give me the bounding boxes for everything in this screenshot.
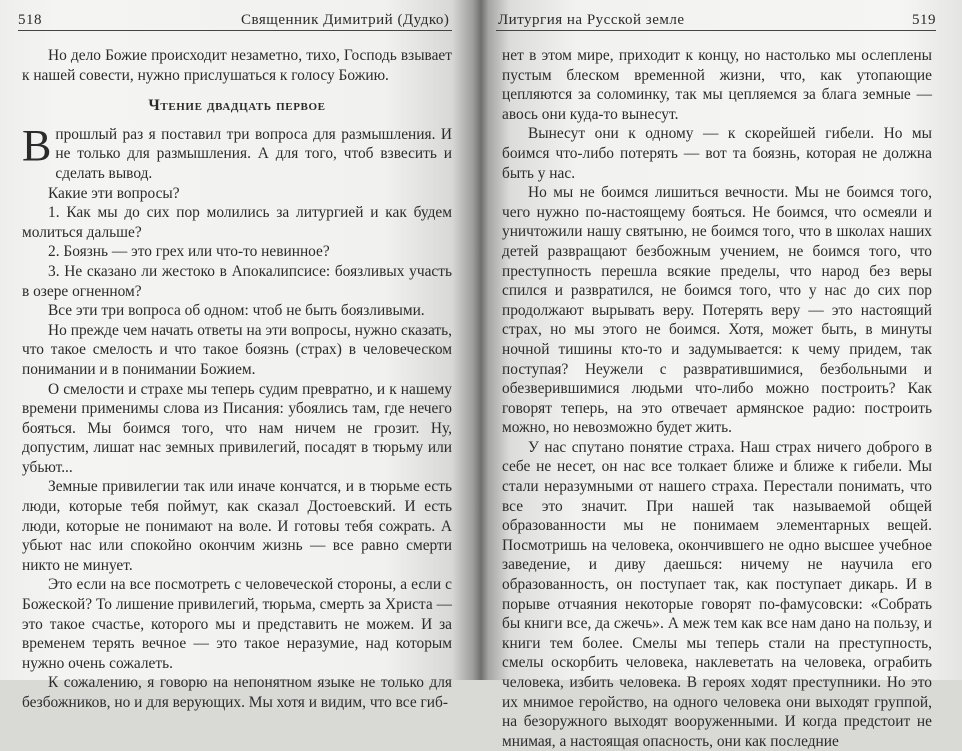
paragraph: Но мы не боимся лишиться вечности. Мы не боимся того, чего нужно по-настоящему бояться. Не боимся, что осмеяли и уничтожили нашу святыню, не боимся того, что в школах наших детей развращают безбожным учением, не боимся того, что преступность перешла всякие пределы, что народ без веры спился и развратился, не боимся того, что у нас до сих пор продолжают вырывать веру. Потерять веру — это настоящий страх, но мы этого не боимся. Хотя, может быть, в минуты ночной тишины кто-то и задумывается: к чему придем, так поступая? Неужели с развратившимися, безбольными и обезверившимися людьми что-либо можно построить? Как говорят теперь, на это отвечает армянское радио: построить можно, но невозможно будет жить. — [502, 184, 932, 437]
drop-cap: В — [22, 120, 52, 170]
paragraph: К сожалению, я говорю на непонятном языке не только для безбожников, но и для верующих. Мы хотя и видим, что все гиб- — [22, 674, 452, 711]
list-item: 3. Не сказано ли жестоко в Апокалипсисе: боязливых участь в озере огненном? — [22, 262, 452, 300]
running-header: Литургия на Русской земле — [498, 12, 685, 28]
right-page — [482, 0, 962, 750]
questions-list — [22, 203, 452, 301]
first-paragraph — [22, 120, 452, 184]
questions-intro: Какие эти вопросы? — [48, 184, 180, 202]
paragraph: Вынесут они к одному — к скорейшей гибели. Но мы боимся что-либо потерять — вот та боязнь, которая не должна быть у нас. — [502, 125, 932, 182]
paragraph: Это если на все посмотреть с человеческой стороны, а если с Божеской? То лишение привилегий, тюрьма, смерть за Христа — это такое счастье, которого мы и представить не можем. И за временем терять вечное — это такое неразумие, над которым нужно очень сожалеть. — [22, 576, 452, 672]
header-rule — [18, 30, 452, 31]
left-page-body — [22, 46, 452, 713]
header-rule — [496, 30, 936, 31]
left-page — [0, 0, 480, 711]
paragraph: Но прежде чем начать ответы на эти вопросы, нужно сказать, что такое смелость и что такое боязнь (страх) в человеческом понимании и в понимании Божием. — [22, 321, 452, 378]
paragraph: О смелости и страхе мы теперь судим превратно, и к нашему времени применимы слова из Писания: убоялись там, где нечего бояться. Мы боимся того, что нам ничем не грозит. Ну, допустим, лишат нас земных привилегий, посадят в тюрьму или убьют... — [22, 380, 452, 476]
paragraph: У нас спутано понятие страха. Наш страх ничего доброго в себе не несет, он нас все толкает ближе и ближе к гибели. Мы стали неразумными от нашего страха. Перестали понимать, что все это значит. При нашей так называемой общей образованности мы не понимаем элементарных вещей. Посмотришь на человека, окончившего не одно высшее учебное заведение, и диву даешься: ничему не научила его образованность, он поступает так, как поступает дикарь. И в порыве отчаяния некоторые говорят по-фамусовски: «Собрать бы книги все, да сжечь». А меж тем как все нам дано на пользу, и книги тем более. Смелы мы теперь стали на преступность, смелы оскорбить человека, наклеветать на человека, ограбить человека, избить человека. В героях ходят преступники. Но это их мнимое геройство, на одного человека они выходят группой, на безоружного выходят вооруженными. И когда предстоит не мнимая, а настоящая опасность, они как последние — [502, 438, 932, 750]
page-number: 519 — [912, 12, 936, 28]
right-page-header — [496, 12, 936, 38]
paragraph: нет в этом мире, приходит к концу, но настолько мы ослеплены пустым блеском временной жизни, что, как утопающие цепляются за соломинку, так мы цепляемся за блага земные — авось они куда-то вынесут. — [502, 47, 932, 123]
list-item: 1. Как мы до сих пор молились за литургией и как будем молиться дальше? — [22, 204, 452, 241]
intro-paragraph: Но дело Божие происходит незаметно, тихо, Господь взывает к нашей совести, нужно прислушаться к голосу Божию. — [22, 47, 452, 84]
paragraph: Земные привилегии так или иначе кончатся, и в тюрьме есть люди, которые тебя поймут, как сказал Достоевский. И есть люди, которые не понимают на воле. И готовы тебя сожрать. А убьют нас или спокойно окончим жизнь — все равно смерти никто не минует. — [22, 478, 452, 574]
page-number: 518 — [18, 12, 42, 28]
list-item: 2. Боязнь — это грех или что-то невинное? — [48, 243, 330, 261]
running-header: Священник Димитрий (Дудко) — [241, 12, 450, 28]
right-page-body — [502, 46, 932, 751]
chapter-heading: Чтение двадцать первое — [148, 97, 326, 115]
paragraph: Все эти три вопроса об одном: чтоб не быть боязливыми. — [48, 302, 425, 320]
left-page-header — [18, 12, 450, 38]
first-paragraph-text: прошлый раз я поставил три вопроса для размышления. И не только для размышления. А для того, чтоб взвесить и сделать вывод. — [55, 125, 452, 182]
